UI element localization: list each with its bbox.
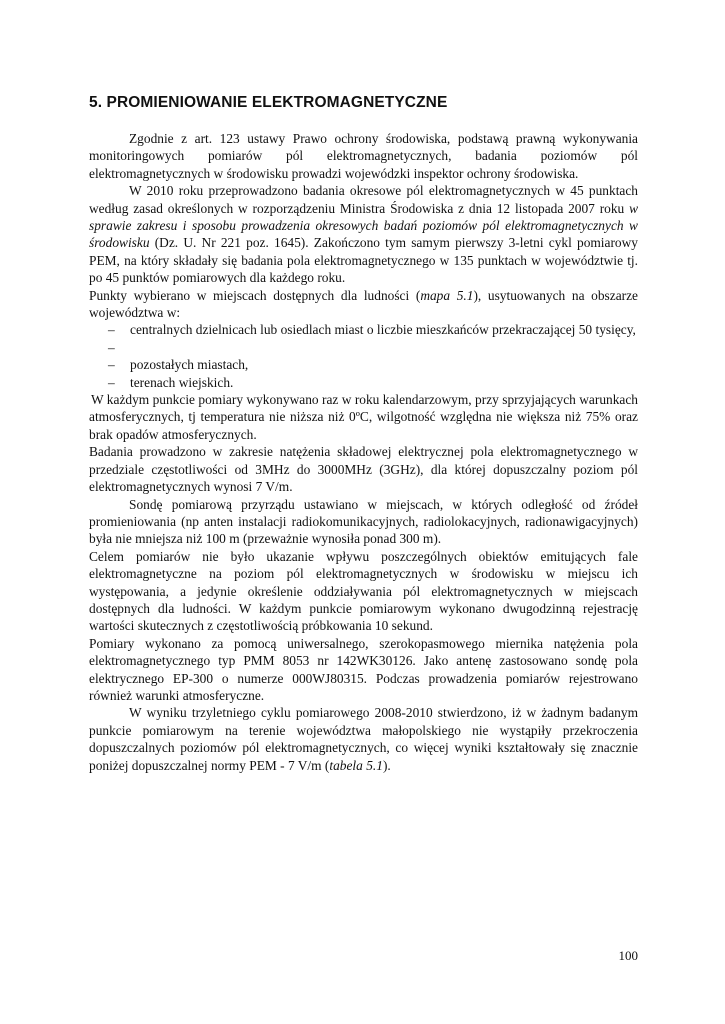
- dash-bullet: –: [108, 374, 115, 390]
- paragraph-frequency-range: Badania prowadzono w zakresie natężenia składowej elektrycznej pola elektromagnetycznego w przedziale częstotliwości od 3MHz do 3000MHz (3GHz), dla której dopuszczalny poziom pól elektromagnetycznych wynosi 7 V/m.: [89, 444, 638, 495]
- list-item: [89, 374, 638, 391]
- list-item: [89, 321, 638, 338]
- paragraph-results: [89, 704, 638, 774]
- dash-bullet: –: [108, 339, 115, 355]
- location-text-start: Punkty wybierano w miejscach dostępnych dla ludności (: [89, 287, 421, 303]
- paragraph-measurement-purpose: Celem pomiarów nie było ukazanie wpływu poszczególnych obiektów emitujących fale elektromagnetyczne na poziom pól elektromagnetycznych w środowisku w miejscu ich występowania, a jedynie określenie oddziaływania pól elektromagnetycznych w miejscach dostępnych dla ludności. W każdym punkcie pomiarowym wykonano dwugodzinną rejestrację wartości skutecznych z częstotliwością próbkowania 10 sekund.: [89, 548, 638, 634]
- section-title: 5. PROMIENIOWANIE ELEKTROMAGNETYCZNE: [89, 94, 448, 111]
- paragraph-equipment: Pomiary wykonano za pomocą uniwersalnego, szerokopasmowego miernika natężenia pola elektromagnetycznego typ PMM 8053 nr 142WK30126. Jako antenę zastosowano sondę pola elektrycznego EP-300 o numerze 000WJ80315. Podczas prowadzenia pomiarów rejestrowano również warunki atmosferyczne.: [89, 635, 638, 703]
- results-text-start: W wyniku trzyletniego cyklu pomiarowego 2008-2010 stwierdzono, iż w żadnym badanym punkcie pomiarowym na terenie województwa małopolskiego nie wystąpiły przekroczenia dopuszczalnych poziomów pól elektromagnetycznych, co więcej wyniki kształtowały się znacznie poniżej dopuszczalnej normy PEM - 7 V/m (: [89, 705, 638, 773]
- map-reference: mapa 5.1: [420, 287, 474, 303]
- dash-bullet: –: [108, 357, 115, 373]
- paragraph-2010-text-start: W 2010 roku przeprowadzono badania okresowe pól elektromagnetycznych w 45 punktach według zasad określonych w rozporządzeniu Ministra Środowiska z dnia 12 listopada 2007 roku: [89, 183, 638, 216]
- list-item-text: centralnych dzielnicach lub osiedlach miast o liczbie mieszkańców przekraczającej 50 tysięcy,: [130, 322, 636, 338]
- location-text-end: ), usytuowanych na obszarze województwa w:: [89, 287, 638, 321]
- dash-bullet: –: [108, 322, 115, 338]
- location-list: [89, 321, 638, 391]
- paragraph-legal-basis: Zgodnie z art. 123 ustawy Prawo ochrony środowiska, podstawą prawną wykonywania monitoringowych pomiarów pól elektromagnetycznych, badania poziomów pól elektromagnetycznych w środowisku prowadzi wojewódzki inspektor ochrony środowiska.: [89, 131, 638, 181]
- results-text-end: ).: [382, 757, 391, 773]
- paragraph-measurement-conditions: W każdym punkcie pomiary wykonywano raz w roku kalendarzowym, przy sprzyjających warunkach atmosferycznych, tj temperatura nie niższa niż 0ºC, wilgotność względna nie większa niż 75% oraz brak opadów atmosferycznych.: [89, 392, 638, 442]
- page-number: 100: [618, 948, 638, 963]
- table-reference: tabela 5.1: [329, 757, 383, 773]
- list-item: [89, 356, 638, 373]
- list-item-text: terenach wiejskich.: [130, 374, 234, 390]
- paragraph-2010-text-end: (Dz. U. Nr 221 poz. 1645). Zakończono tym samym pierwszy 3-letni cykl pomiarowy PEM, na który składały się badania pola elektromagnetycznego w 135 punktach w województwie tj. po 45 punktów pomiarowych dla każdego roku.: [89, 235, 638, 286]
- paragraph-probe-position: Sondę pomiarową przyrządu ustawiano w miejscach, w których odległość od źródeł promieniowania (np anten instalacji radiokomunikacyjnych, radiolokacyjnych, radionawigacyjnych) była nie mniejsza niż 100 m (przeważnie wynosiła ponad 300 m).: [89, 496, 638, 547]
- paragraph-2010-measurements: [89, 182, 638, 286]
- paragraph-location-selection: [89, 287, 638, 322]
- list-item: [89, 339, 638, 356]
- list-item-text: pozostałych miastach,: [130, 357, 249, 373]
- document-body: [89, 130, 638, 774]
- regulation-title: w sprawie zakresu i sposobu prowadzenia okresowych badań poziomów pól elektromagnetycznych w środowisku: [89, 200, 638, 251]
